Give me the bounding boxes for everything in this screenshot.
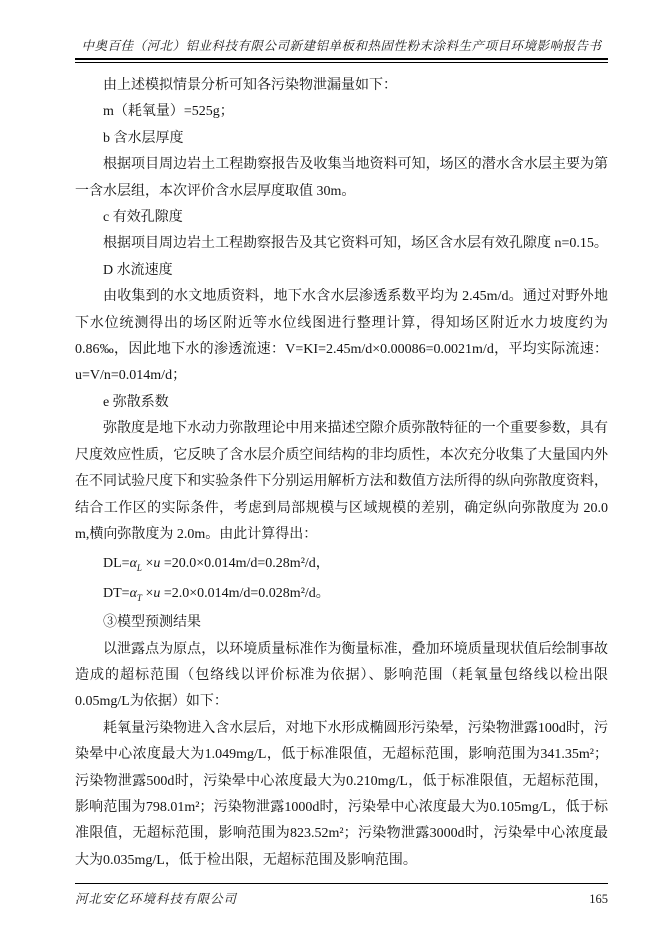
para-simulation-intro: 由上述模拟情景分析可知各污染物泄漏量如下： (103, 78, 397, 93)
para-oxygen-consumption-mass: m（耗氧量）=525g； (103, 104, 234, 120)
heading-effective-porosity: c 有效孔隙度 (103, 210, 183, 226)
formula-lhs: DT= (103, 585, 130, 601)
velocity-symbol: u (153, 585, 161, 601)
footer-company-name: 河北安亿环境科技有限公司 (75, 892, 238, 906)
para-flow-velocity-detail: 由收集到的水文地质资料，地下水含水层渗透系数平均为 2.45m/d。通过对野外地下水位统测得出的场区附近等水位线图进行整理计算，得知场区附近水力坡度约为 0.86‰，因此地下水的渗透流速：V=KI=2.45m/d×0.00086=0.0021m/d，平均实际流速：u=V/n=0.014m/d； (75, 289, 608, 384)
alpha-symbol: α (129, 556, 137, 572)
heading-dispersion-coefficient: e 弥散系数 (103, 394, 169, 410)
alpha-symbol: α (129, 585, 137, 601)
para-prediction-basis: 以泄露点为原点，以环境质量标准作为衡量标准，叠加环境质量现状值后绘制事故造成的超标范围（包络线以评价标准为依据）、影响范围（耗氧量包络线以检出限0.05mg/L为依据）如下： (75, 641, 608, 710)
header-double-rule (75, 58, 608, 63)
alpha-subscript: L (136, 563, 142, 574)
para-dispersion-detail: 弥散度是地下水动力弥散理论中用来描述空隙介质弥散特征的一个重要参数，具有尺度效应性质，它反映了含水层介质空间结构的非均质性，本次充分收集了大量国内外在不同试验尺度下和实验条件下分别运用解析方法和数值方法所得的纵向弥散度资料，结合工作区的实际条件，考虑到局部规模与区域规模的差别，确定纵向弥散度为 20.0 m,横向弥散度为 2.0m。由此计算得出： (75, 421, 608, 542)
formula-lhs: DL= (103, 556, 130, 572)
multiply-sign: × (141, 556, 154, 572)
body-text (75, 73, 608, 874)
header-rule-thin (75, 62, 608, 63)
multiply-sign: × (141, 585, 154, 601)
para-prediction-results: 耗氧量污染物进入含水层后，对地下水形成椭圆形污染晕，污染物泄露100d时，污染晕中心浓度最大为1.049mg/L，低于标准限值，无超标范围，影响范围为341.35m²；污染物泄露500d时，污染晕中心浓度最大为0.210mg/L，低于标准限值，无超标范围，影响范围为798.01m²；污染物泄露1000d时，污染晕中心浓度最大为0.105mg/L，低于标准限值，无超标范围，影响范围为823.52m²；污染物泄露3000d时，污染晕中心浓度最大为0.035mg/L，低于检出限，无超标范围及影响范围。 (75, 720, 608, 868)
formula-rhs: =2.0×0.014m/d=0.028m²/d。 (160, 585, 330, 601)
alpha-subscript: T (136, 592, 142, 603)
header-rule-thick (75, 58, 608, 60)
formula-transverse-dispersion (75, 581, 608, 607)
page-number: 165 (589, 892, 608, 906)
velocity-symbol: u (153, 556, 161, 572)
heading-flow-velocity: D 水流速度 (103, 262, 173, 278)
page-footer (75, 883, 608, 907)
heading-aquifer-thickness: b 含水层厚度 (103, 130, 184, 146)
formula-longitudinal-dispersion (75, 551, 608, 577)
para-aquifer-thickness-detail: 根据项目周边岩土工程勘察报告及收集当地资料可知，场区的潜水含水层主要为第一含水层组，本次评价含水层厚度取值 30m。 (75, 157, 608, 199)
formula-rhs: =20.0×0.014m/d=0.28m²/d， (160, 556, 330, 572)
running-header-title: 中奥百佳（河北）铝业科技有限公司新建铝单板和热固性粉末涂料生产项目环境影响报告书 (81, 39, 602, 53)
para-effective-porosity-detail: 根据项目周边岩土工程勘察报告及其它资料可知，场区含水层有效孔隙度 n=0.15。 (103, 236, 608, 252)
heading-model-prediction-results: ③模型预测结果 (103, 615, 201, 631)
